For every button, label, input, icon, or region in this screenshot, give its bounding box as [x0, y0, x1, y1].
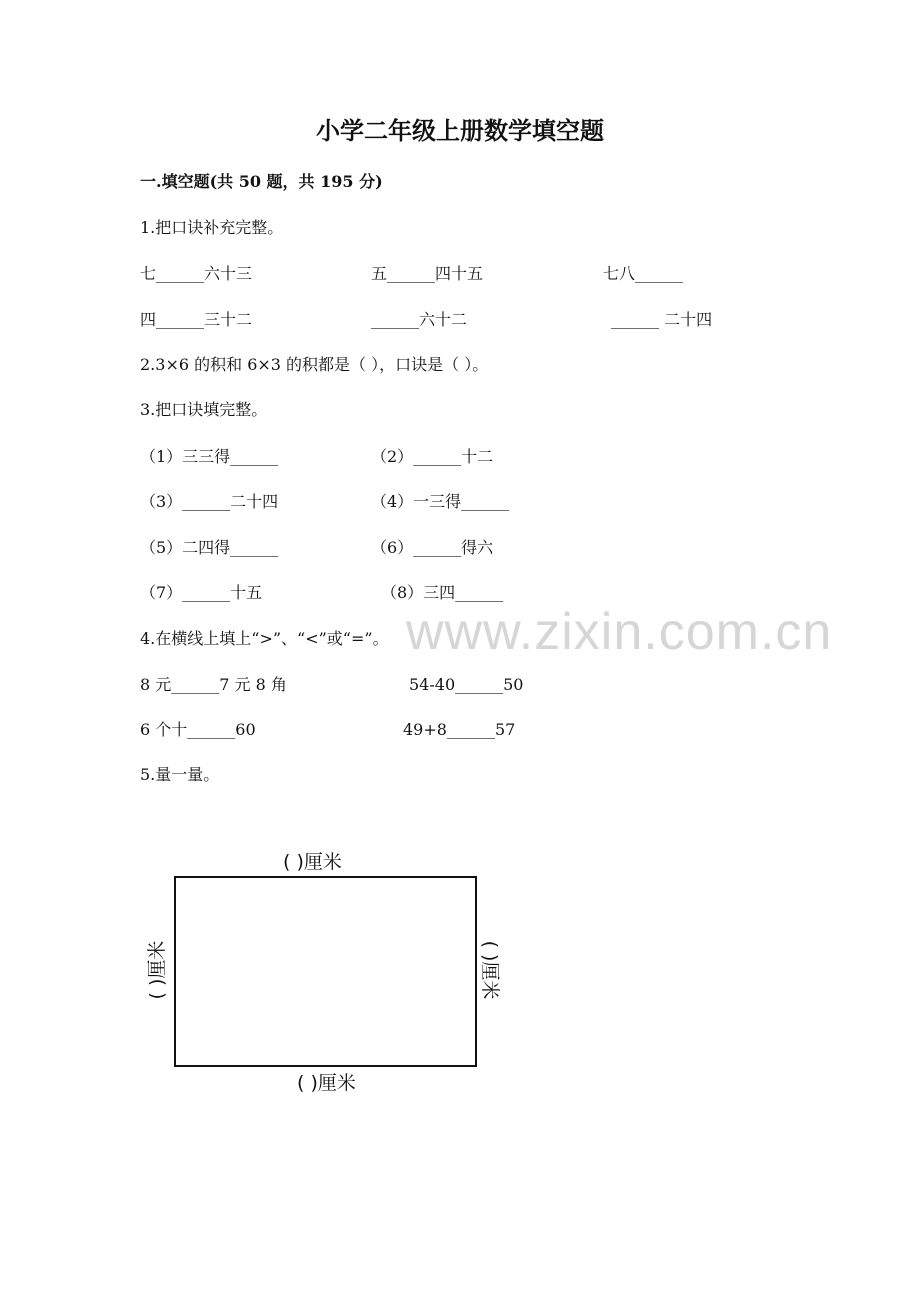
q3-item: （3）______二十四 — [140, 492, 279, 511]
right-length-label: ( )厘米 — [479, 940, 501, 1000]
q5-prompt: 5.量一量。 — [140, 765, 220, 784]
q1-blank: 七______六十三 — [140, 264, 253, 283]
q1-blank: ______ 二十四 — [611, 310, 713, 329]
q3-item: （4）一三得______ — [371, 492, 510, 511]
watermark: www.zixin.com.cn — [406, 603, 833, 661]
q1-blank: ______六十二 — [371, 310, 468, 329]
q4-prompt: 4.在横线上填上“>”、“<”或“=”。 — [140, 629, 389, 648]
q4-item: 54-40______50 — [409, 675, 524, 694]
q4-item: 6 个十______60 — [140, 720, 256, 739]
q2-prompt: 2.3×6 的积和 6×3 的积都是（ ），口诀是（ ）。 — [140, 355, 489, 374]
bottom-length-label: ( )厘米 — [297, 1072, 356, 1094]
q1-prompt: 1.把口诀补充完整。 — [140, 218, 284, 237]
q3-item: （2）______十二 — [371, 447, 494, 466]
q1-blank: 七八______ — [603, 264, 684, 283]
q4-item: 8 元______7 元 8 角 — [140, 675, 287, 694]
q3-item: （8）三四______ — [381, 583, 504, 602]
q4-item: 49+8______57 — [403, 720, 516, 739]
q3-item: （7）______十五 — [140, 583, 263, 602]
q3-prompt: 3.把口诀填完整。 — [140, 400, 268, 419]
page-title: 小学二年级上册数学填空题 — [316, 116, 604, 145]
q3-item: （5）二四得______ — [140, 538, 279, 557]
section-heading: 一.填空题(共 50 题，共 195 分) — [140, 172, 383, 191]
measure-rectangle — [174, 876, 477, 1067]
q1-blank: 五______四十五 — [371, 264, 484, 283]
top-length-label: ( )厘米 — [283, 851, 342, 873]
q3-item: （1）三三得______ — [140, 447, 279, 466]
q1-blank: 四______三十二 — [140, 310, 253, 329]
left-length-label: ( )厘米 — [146, 940, 168, 1000]
q3-item: （6）______得六 — [371, 538, 494, 557]
